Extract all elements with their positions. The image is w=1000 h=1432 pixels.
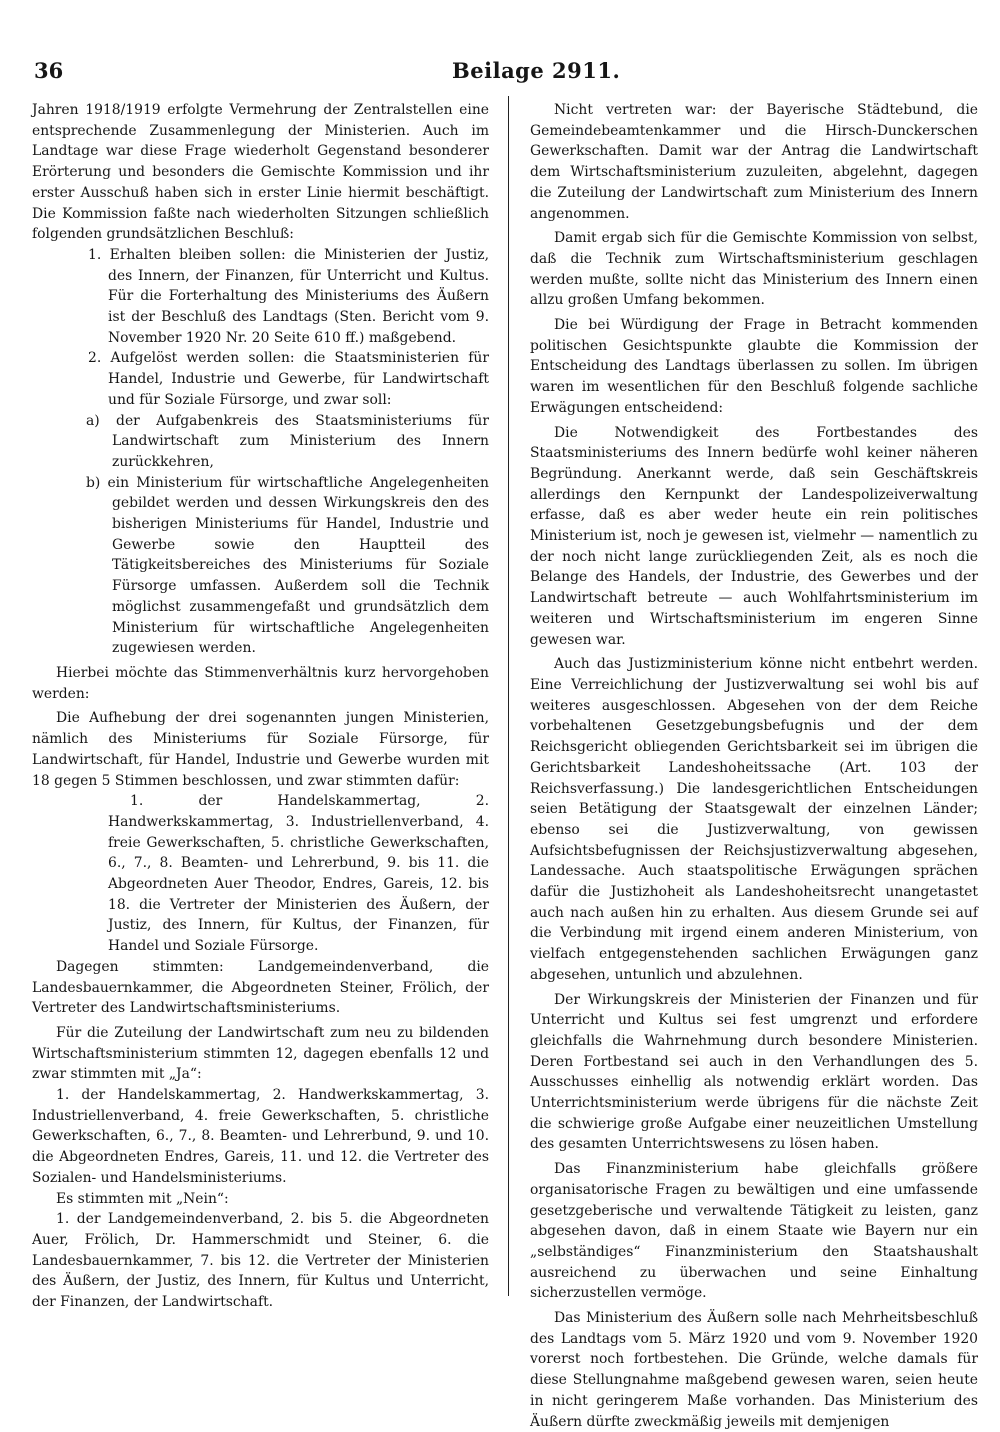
list-item: 2. Aufgelöst werden sollen: die Staatsministerien für Handel, Industrie und Gewerbe, für Landwirtschaft und für Soziale Fürsorge, und zwar soll: — [88, 350, 489, 408]
vote-list: 1. der Handelskammertag, 2. Handwerkskammertag, 3. Industriellenverband, 4. freie Gewerkschaften, 5. christliche Gewerkschaften, 6., 7., 8. Beamten- und Lehrerbund, 9. bis 11. die Abgeordneten Auer Theodor, Endres, Gareis, 12. bis 18. die Vertreter der Ministerien des Äußern, der Justiz, des Innern, für Kultus, der Finanzen, für Handel und Soziale Fürsorge. — [108, 793, 489, 955]
vote-list: 1. der Landgemeindenverband, 2. bis 5. die Abgeordneten Auer, Frölich, Dr. Hammerschmidt und Steiner, 6. die Landesbauernkammer, 7. bis 12. die Vertreter der Ministerien des Äußern, der Justiz, des Innern, für Kultus und Unterricht, der Finanzen, der Landwirtschaft. — [32, 1211, 489, 1311]
paragraph: Der Wirkungskreis der Ministerien der Finanzen und für Unterricht und Kultus sei fest umgrenzt und erfordere gleichfalls die Wahrnehmung durch besondere Ministerien. Deren Fortbestand sei auch in den Verhandlungen des 5. Ausschusses einhellig als notwendig erklärt worden. Das Unterrichtsministerium werde übrigens für die nächste Zeit die schwierige große Aufgabe einer neuzeitlichen Umstellung des gesamten Unterrichtswesens zu lösen haben. — [530, 991, 978, 1153]
paragraph: Jahren 1918/1919 erfolgte Vermehrung der Zentralstellen eine entsprechende Zusammenlegung der Ministerien. Auch im Landtage war diese Frage wiederholt Gegenstand besonderer Erörterung und besonders die Gemischte Kommission und ihr erster Ausschuß haben sich in erster Linie hiermit beschäftigt. Die Kommission faßte nach wiederholten Sitzungen schließlich folgenden grundsätzlichen Beschluß: — [32, 102, 489, 243]
paragraph: Es stimmten mit „Nein“: — [56, 1190, 229, 1207]
paragraph: Das Finanzministerium habe gleichfalls größere organisatorische Fragen zu bewältigen und eine umfassende gesetzgeberische und verwaltende Tätigkeit zu leisten, ganz abgesehen davon, daß in einem Staate wie Bayern nur ein „selbständiges“ Finanzministerium den Staatshaushalt ausreichend zu überwachen und seine Einhaltung sicherzustellen vermöge. — [530, 1161, 978, 1302]
paragraph: Die bei Würdigung der Frage in Betracht kommenden politischen Gesichtspunkte glaubte die Kommission der Entscheidung des Landtags überlassen zu sollen. Im übrigen waren im wesentlichen für den Beschluß folgende sachliche Erwägungen entscheidend: — [530, 317, 978, 416]
left-column — [32, 100, 489, 1313]
paragraph: Für die Zuteilung der Landwirtschaft zum neu zu bildenden Wirtschaftsministerium stimmten 12, dagegen ebenfalls 12 und zwar stimmten mit „Ja“: — [32, 1024, 489, 1083]
paragraph: Nicht vertreten war: der Bayerische Städtebund, die Gemeindebeamtenkammer und die Hirsch-Dunckerschen Gewerkschaften. Damit war der Antrag die Landwirtschaft dem Wirtschaftsministerium zuzuleiten, abgelehnt, dagegen die Zuteilung der Landwirtschaft zum Ministerium des Innern angenommen. — [530, 102, 978, 222]
paragraph: Damit ergab sich für die Gemischte Kommission von selbst, daß die Technik zum Wirtschaftsministerium geschlagen werden mußte, sollte nicht das Ministerium des Innern einen allzu großen Umfang bekommen. — [530, 230, 978, 309]
vote-list: 1. der Handelskammertag, 2. Handwerkskammertag, 3. Industriellenverband, 4. freie Gewerkschaften, 5. christliche Gewerkschaften, 6., 7., 8. Beamten- und Lehrerbund, 9. und 10. die Abgeordneten Endres, Gareis, 11. und 12. die Vertreter des Sozialen- und Handelsministeriums. — [32, 1087, 489, 1186]
column-divider — [508, 96, 509, 1296]
page-number: 36 — [34, 58, 64, 83]
paragraph: Auch das Justizministerium könne nicht entbehrt werden. Eine Verreichlichung der Justizverwaltung sei wohl bis auf weiteres ausgeschlossen. Abgesehen von der dem Reiche vorbehaltenen Gesetzgebungsbefugnis und der dem Reichsgericht obliegenden Gerichtsbarkeit sei im übrigen die Gerichtsbarkeit Landeshoheitssache (Art. 103 der Reichsverfassung.) Die landesgerichtlichen Entscheidungen seien Betätigung der Staatsgewalt der einzelnen Länder; ebenso sei die Justizverwaltung, von gewissen Aufsichtsbefugnissen der Reichsjustizverwaltung abgesehen, Landessache. Auch staatspolitische Erwägungen sprächen dafür die Justizhoheit als Landeshoheitsrecht unangetastet auch nach außen hin zu erhalten. Aus diesem Grunde sei auf die Verbindung mit irgend einem anderen Ministerium, von vielfach entgegenstehenden sachlichen Erwägungen ganz abgesehen, untunlich und abzulehnen. — [530, 656, 978, 983]
right-column — [530, 100, 978, 1432]
sub-list-item: a) der Aufgabenkreis des Staatsministeriums für Landwirtschaft zum Ministerium des Innern zurückkehren, — [86, 412, 489, 470]
list-item: 1. Erhalten bleiben sollen: die Ministerien der Justiz, des Innern, der Finanzen, für Unterricht und Kultus. Für die Forterhaltung des Ministeriums des Äußern ist der Beschluß des Landtags (Sten. Bericht vom 9. November 1920 Nr. 20 Seite 610 ff.) maßgebend. — [88, 246, 489, 346]
sub-list-item: b) ein Ministerium für wirtschaftliche Angelegenheiten gebildet werden und dessen Wirkungskreis den des bisherigen Ministeriums für Handel, Industrie und Gewerbe sowie den Hauptteil des Tätigkeitsbereiches des Ministeriums für Soziale Fürsorge umfassen. Außerdem soll die Technik möglichst zusammengefaßt und grundsätzlich dem Ministerium für wirtschaftliche Angelegenheiten zugewiesen werden. — [86, 474, 489, 657]
paragraph: Die Notwendigkeit des Fortbestandes des Staatsministeriums des Innern bedürfe wohl keiner näheren Begründung. Anerkannt werde, daß sein Geschäftskreis allerdings den Kernpunkt der Landespolizeiverwaltung erfasse, daß es aber weder heute ein rein politisches Ministerium ist, noch je gewesen ist, vielmehr — namentlich zu der noch nicht lange zurückliegenden Zeit, als es noch die Belange des Handels, der Industrie, des Gewerbes und der Landwirtschaft betreute — auch Wohlfahrtsministerium im weiteren und Wirtschaftsministerium im engeren Sinne gewesen war. — [530, 424, 978, 648]
paragraph: Dagegen stimmten: Landgemeindenverband, die Landesbauernkammer, die Abgeordneten Steiner, Frölich, der Vertreter des Landwirtschaftsministeriums. — [32, 958, 489, 1017]
paragraph: Das Ministerium des Äußern solle nach Mehrheitsbeschluß des Landtags vom 5. März 1920 und vom 9. November 1920 vorerst noch fortbestehen. Die Gründe, welche damals für diese Stellungnahme maßgebend gewesen waren, seien heute in nicht geringerem Maße vorhanden. Das Ministerium des Äußern dürfte zweckmäßig jeweils mit demjenigen — [530, 1310, 978, 1430]
paragraph: Die Aufhebung der drei sogenannten jungen Ministerien, nämlich des Ministeriums für Soziale Fürsorge, für Landwirtschaft, für Handel, Industrie und Gewerbe wurden mit 18 gegen 5 Stimmen beschlossen, und zwar stimmten dafür: — [32, 710, 489, 789]
paragraph: Hierbei möchte das Stimmenverhältnis kurz hervorgehoben werden: — [32, 664, 489, 702]
page-title: Beilage 2911. — [452, 58, 621, 83]
